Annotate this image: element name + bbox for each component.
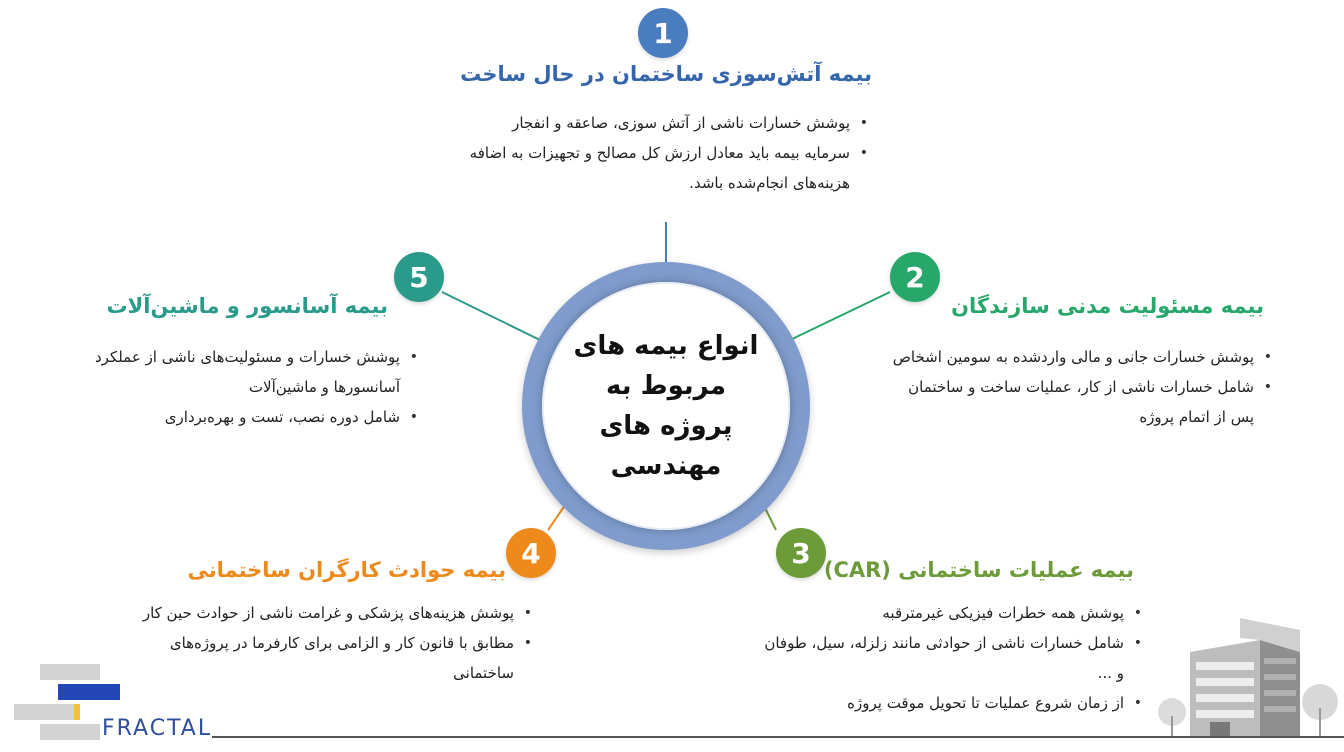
bullets-elevator-machinery xyxy=(30,342,416,432)
title-fire-insurance: بیمه آتش‌سوزی ساختمان در حال ساخت xyxy=(460,62,872,86)
center-circle xyxy=(522,262,810,550)
logo-bar-gray-top xyxy=(40,664,100,680)
bullets-car-insurance xyxy=(764,598,1140,718)
logo-bar-yellow xyxy=(74,704,80,720)
logo-text: FRACTAL xyxy=(102,716,213,741)
logo-bar-gray-bottom xyxy=(40,724,100,740)
logo-bar-gray-mid xyxy=(14,704,76,720)
bullet-item: • شامل خسارات ناشی از کار، عملیات ساخت و ساختمان پس از اتمام پروژه xyxy=(884,372,1254,432)
bullet-item: • پوشش همه خطرات فیزیکی غیرمترقبه xyxy=(764,598,1124,628)
connector-5 xyxy=(442,292,540,340)
title-elevator-machinery: بیمه آسانسور و ماشین‌آلات xyxy=(106,294,388,318)
title-civil-liability: بیمه مسئولیت مدنی سازندگان xyxy=(951,294,1264,318)
title-worker-accident: بیمه حوادث کارگران ساختمانی xyxy=(187,558,506,582)
bullets-civil-liability xyxy=(884,342,1270,432)
number-badge-4: 4 xyxy=(506,528,556,578)
ground-line xyxy=(212,736,1344,738)
bullet-item: • پوشش هزینه‌های پزشکی و غرامت ناشی از حوادث حین کار xyxy=(134,598,514,628)
bullet-item: • مطابق با قانون کار و الزامی برای کارفرما در پروژه‌های ساختمانی xyxy=(134,628,514,688)
bullets-fire-insurance xyxy=(450,108,866,198)
bullet-item: • پوشش خسارات ناشی از آتش سوزی، صاعقه و انفجار xyxy=(450,108,850,138)
center-title: انواع بیمه های مربوط به پروژه های مهندسی xyxy=(573,331,759,481)
connector-2 xyxy=(790,292,890,340)
building-illustration xyxy=(1150,612,1340,736)
center-inner-circle xyxy=(542,282,790,530)
bullet-item: • سرمایه بیمه باید معادل ارزش کل مصالح و تجهیزات به اضافه هزینه‌های انجام‌شده باشد. xyxy=(450,138,850,198)
bullet-item: • شامل خسارات ناشی از حوادثی مانند زلزله، سیل، طوفان و ... xyxy=(764,628,1124,688)
number-badge-2: 2 xyxy=(890,252,940,302)
bullet-item: • پوشش خسارات جانی و مالی واردشده به سومین اشخاص xyxy=(884,342,1254,372)
logo-bar-blue xyxy=(58,684,120,700)
bullet-item: • از زمان شروع عملیات تا تحویل موقت پروژه xyxy=(764,688,1124,718)
bullets-worker-accident xyxy=(134,598,530,688)
number-badge-5: 5 xyxy=(394,252,444,302)
title-car-insurance: بیمه عملیات ساختمانی (CAR) xyxy=(823,558,1134,582)
number-badge-1: 1 xyxy=(638,8,688,58)
number-badge-3: 3 xyxy=(776,528,826,578)
bullet-item: • شامل دوره نصب، تست و بهره‌برداری xyxy=(30,402,400,432)
bullet-item: • پوشش خسارات و مسئولیت‌های ناشی از عملکرد آسانسورها و ماشین‌آلات xyxy=(30,342,400,402)
